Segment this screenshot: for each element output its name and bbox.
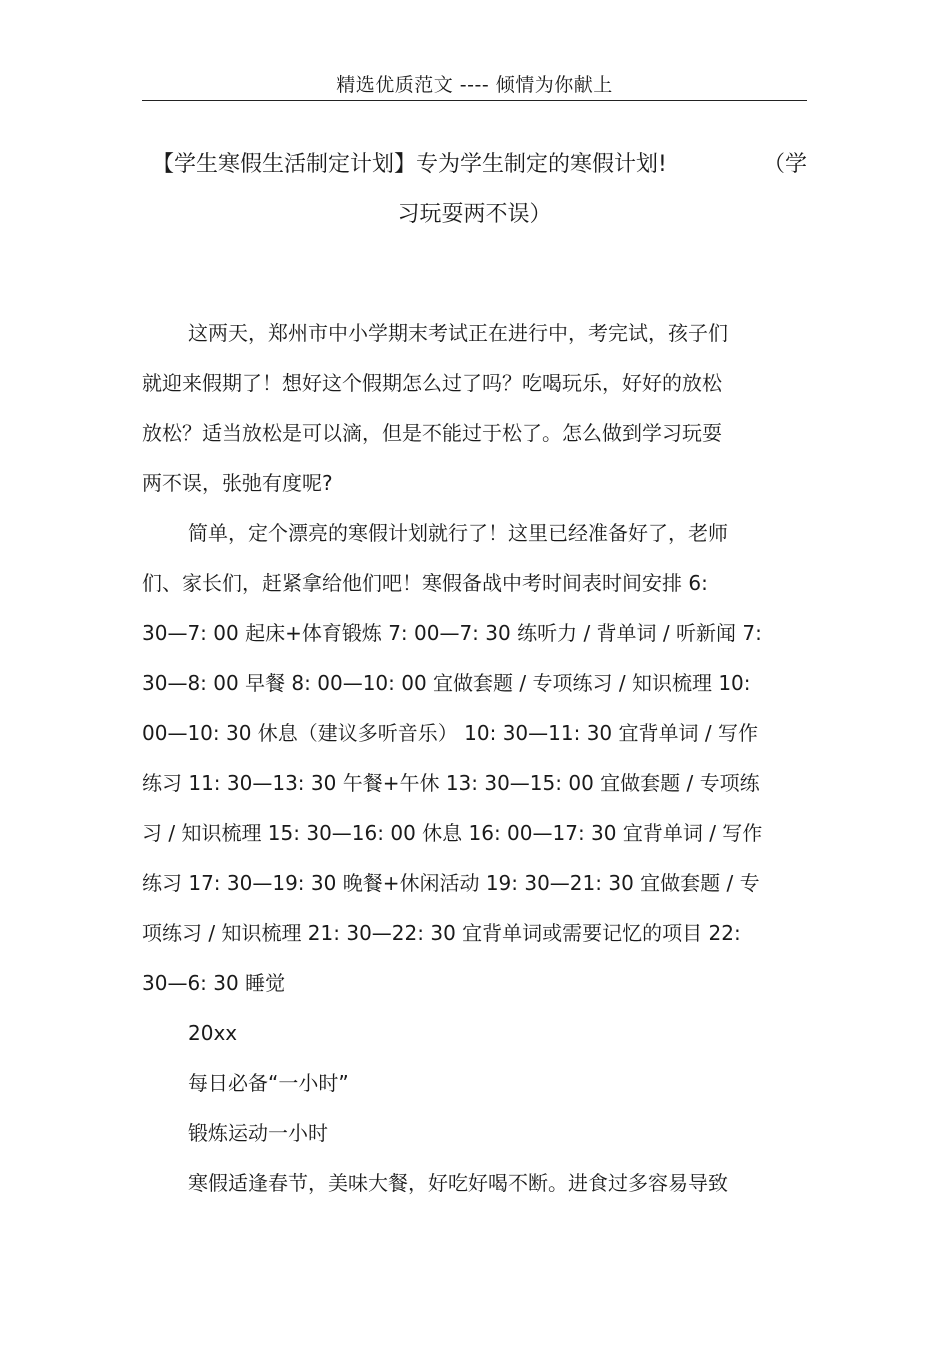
body-line: 项练习 / 知识梳理 21: 30—22: 30 宜背单词或需要记忆的项目 22: [142, 921, 741, 945]
body-line: 寒假适逢春节，美味大餐，好吃好喝不断。进食过多容易导致 [188, 1171, 728, 1195]
body-line: 30—7: 00 起床+体育锻炼 7: 00—7: 30 练听力 / 背单词 / 听新闻 7: [142, 621, 762, 645]
title-main: 【学生寒假生活制定计划】专为学生制定的寒假计划! [152, 152, 667, 177]
document-title [142, 140, 807, 240]
title-line-1 [142, 140, 807, 190]
body-line: 两不误，张弛有度呢? [142, 471, 333, 495]
body-line: 这两天，郑州市中小学期末考试正在进行中，考完试，孩子们 [188, 321, 728, 345]
body-line: 每日必备“一小时” [188, 1071, 349, 1095]
title-line-2: 习玩耍两不误） [397, 202, 552, 227]
body-line: 就迎来假期了！想好这个假期怎么过了吗？吃喝玩乐，好好的放松 [142, 371, 722, 395]
title-tail: （学 [762, 152, 807, 177]
body-line: 习 / 知识梳理 15: 30—16: 00 休息 16: 00—17: 30 宜背单词 / 写作 [142, 821, 763, 845]
body-line: 30—8: 00 早餐 8: 00—10: 00 宜做套题 / 专项练习 / 知识梳理 10: [142, 671, 751, 695]
header-text: 精选优质范文 ---- 倾情为你献上 [336, 74, 613, 96]
body-line: 放松？适当放松是可以滴，但是不能过于松了。怎么做到学习玩耍 [142, 421, 722, 445]
page-header [142, 70, 807, 101]
body-line: 锻炼运动一小时 [188, 1121, 328, 1145]
body-line: 20xx [188, 1021, 238, 1045]
body-line: 简单，定个漂亮的寒假计划就行了！这里已经准备好了，老师 [188, 521, 728, 545]
document-body [142, 308, 807, 1208]
body-line: 30—6: 30 睡觉 [142, 971, 286, 995]
body-line: 练习 11: 30—13: 30 午餐+午休 13: 30—15: 00 宜做套题 / 专项练 [142, 771, 760, 795]
body-line: 们、家长们，赶紧拿给他们吧！寒假备战中考时间表时间安排 6: [142, 571, 708, 595]
body-line: 练习 17: 30—19: 30 晚餐+休闲活动 19: 30—21: 30 宜做套题 / 专 [142, 871, 760, 895]
body-line: 00—10: 30 休息（建议多听音乐） 10: 30—11: 30 宜背单词 / 写作 [142, 721, 758, 745]
